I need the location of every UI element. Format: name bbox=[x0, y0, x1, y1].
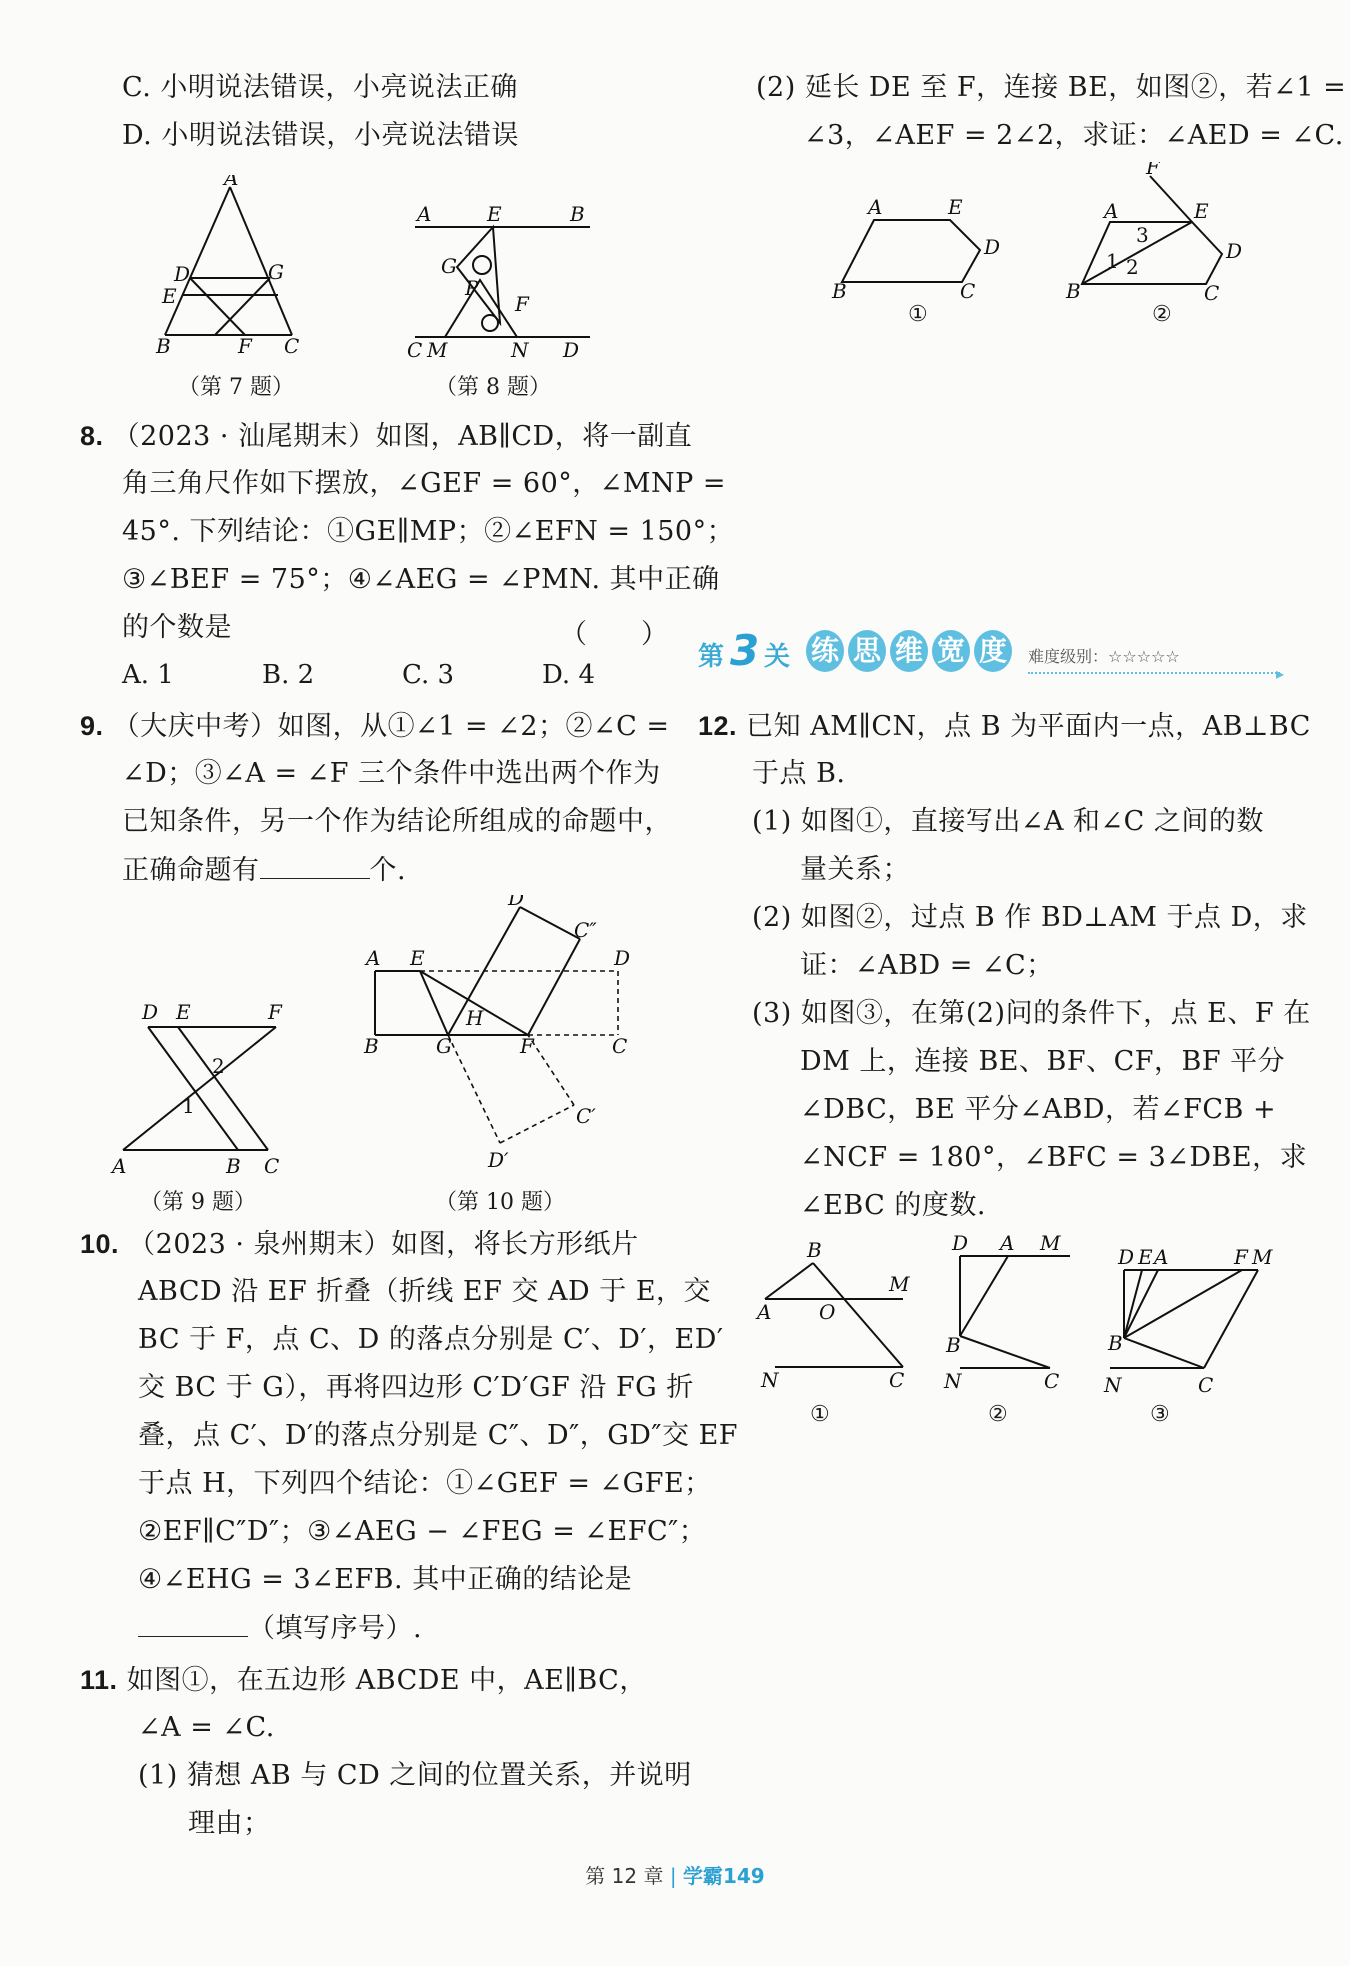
q12-line-7: (3) 如图③，在第(2)问的条件下，点 E、F 在 bbox=[752, 998, 1311, 1029]
q12-line-9: ∠DBC，BE 平分∠ABD，若∠FCB + bbox=[800, 1094, 1277, 1125]
svg-text:N: N bbox=[1104, 1373, 1122, 1397]
q10-line-1 bbox=[80, 1226, 639, 1263]
figure-7 bbox=[150, 175, 310, 374]
q12-line-5: (2) 如图②，过点 B 作 BD⊥AM 于点 D，求 bbox=[752, 902, 1308, 933]
svg-text:C: C bbox=[612, 1034, 628, 1058]
section-prefix: 第 bbox=[698, 642, 725, 672]
svg-text:E: E bbox=[162, 284, 177, 308]
footer-separator: | bbox=[669, 1864, 677, 1888]
q12-line-8: DM 上，连接 BE、BF、CF，BF 平分 bbox=[800, 1046, 1286, 1077]
svg-text:C: C bbox=[284, 334, 300, 358]
page-footer bbox=[0, 1860, 1350, 1889]
figure-11-2-label: ② bbox=[1152, 302, 1172, 327]
q11-number: 11. bbox=[80, 1665, 118, 1695]
section-suffix: 关 bbox=[764, 642, 791, 672]
q9-text-1: （大庆中考）如图，从①∠1 = ∠2；②∠C = bbox=[112, 711, 670, 742]
q11-text-1: 如图①，在五边形 ABCDE 中，AE∥BC， bbox=[126, 1665, 647, 1696]
svg-text:N: N bbox=[511, 338, 529, 362]
q12-text-1: 已知 AM∥CN，点 B 为平面内一点，AB⊥BC bbox=[746, 711, 1311, 742]
figure-9 bbox=[108, 995, 288, 1179]
svg-text:B: B bbox=[946, 1333, 961, 1357]
svg-text:A: A bbox=[1154, 1245, 1169, 1269]
svg-text:3: 3 bbox=[1136, 223, 1149, 247]
svg-text:A: A bbox=[1000, 1231, 1015, 1255]
q8-line-5: 的个数是 bbox=[122, 612, 232, 643]
svg-text:D: D bbox=[984, 235, 1001, 259]
svg-text:M: M bbox=[1252, 1245, 1273, 1269]
svg-text:E: E bbox=[948, 195, 963, 219]
svg-text:M: M bbox=[1040, 1231, 1061, 1255]
q12-line-1 bbox=[698, 708, 1311, 745]
svg-text:D: D bbox=[142, 1000, 159, 1024]
section-title-char: 思 bbox=[848, 630, 886, 672]
figure-8-caption: （第 8 题） bbox=[435, 375, 551, 400]
section-title-char: 度 bbox=[974, 630, 1012, 672]
svg-text:H: H bbox=[466, 1006, 484, 1030]
svg-text:1: 1 bbox=[182, 1094, 195, 1118]
q10-number: 10. bbox=[80, 1229, 120, 1259]
q9-answer-blank bbox=[260, 852, 370, 879]
svg-text:M: M bbox=[427, 338, 448, 362]
q10-line-6: 于点 H，下列四个结论：①∠GEF = ∠GFE； bbox=[138, 1468, 712, 1499]
q9-text-4b: 个. bbox=[369, 855, 407, 886]
svg-text:A: A bbox=[112, 1154, 127, 1175]
svg-text:A: A bbox=[417, 205, 432, 226]
svg-text:N: N bbox=[761, 1368, 779, 1392]
svg-text:F: F bbox=[515, 292, 529, 316]
q8-text-1: （2023 · 汕尾期末）如图，AB∥CD，将一副直 bbox=[112, 421, 693, 452]
q8-line-1 bbox=[80, 418, 692, 455]
svg-text:B: B bbox=[807, 1238, 822, 1262]
svg-text:B: B bbox=[570, 205, 585, 226]
q9-line-4 bbox=[122, 852, 406, 889]
svg-text:D″: D″ bbox=[508, 895, 532, 910]
svg-text:F: F bbox=[238, 334, 252, 358]
q10-line-2: ABCD 沿 EF 折叠（折线 EF 交 AD 于 E，交 bbox=[138, 1276, 712, 1307]
figure-12-1 bbox=[755, 1235, 915, 1399]
svg-text:2: 2 bbox=[1126, 255, 1139, 279]
q8-line-3: 45°. 下列结论：①GE∥MP；②∠EFN = 150°； bbox=[122, 516, 735, 547]
q12-line-6: 证：∠ABD = ∠C； bbox=[800, 950, 1054, 981]
svg-text:N: N bbox=[944, 1369, 962, 1393]
figure-8 bbox=[405, 205, 605, 374]
figure-11-1 bbox=[830, 190, 1010, 304]
svg-text:F: F bbox=[1234, 1245, 1248, 1269]
q8-line-4: ③∠BEF = 75°；④∠AEG = ∠PMN. 其中正确 bbox=[122, 564, 720, 595]
figure-12-3-label: ③ bbox=[1150, 1402, 1170, 1427]
svg-text:D: D bbox=[952, 1231, 969, 1255]
q9-number: 9. bbox=[80, 711, 104, 741]
q12-line-3: (1) 如图①，直接写出∠A 和∠C 之间的数 bbox=[752, 806, 1264, 837]
footer-chapter: 第 12 章 bbox=[585, 1864, 664, 1888]
section-title-char: 宽 bbox=[932, 630, 970, 672]
q10-text-1: （2023 · 泉州期末）如图，将长方形纸片 bbox=[128, 1229, 639, 1260]
q10-line-7: ②EF∥C″D″；③∠AEG − ∠FEG = ∠EFC″； bbox=[138, 1516, 707, 1547]
svg-text:2: 2 bbox=[212, 1054, 225, 1078]
svg-text:C″: C″ bbox=[574, 918, 597, 942]
svg-text:B: B bbox=[1066, 279, 1081, 302]
q11-part2-line-2: ∠3，∠AEF = 2∠2，求证：∠AED = ∠C. bbox=[804, 120, 1344, 151]
q10-line-3: BC 于 F，点 C、D 的落点分别是 C′、D′，ED′ bbox=[138, 1324, 724, 1355]
svg-text:1: 1 bbox=[1106, 249, 1119, 273]
figure-11-2 bbox=[1060, 162, 1260, 306]
q10-line-5: 叠，点 C′、D′的落点分别是 C″、D″，GD″交 EF bbox=[138, 1420, 739, 1451]
section-title-badge bbox=[806, 630, 1012, 672]
q8-option-a: A. 1 bbox=[122, 660, 174, 690]
svg-text:E: E bbox=[1138, 1245, 1153, 1269]
q9-line-2: ∠D；③∠A = ∠F 三个条件中选出两个作为 bbox=[122, 758, 661, 789]
q10-answer-blank bbox=[138, 1610, 248, 1637]
q11-line-3: (1) 猜想 AB 与 CD 之间的位置关系，并说明 bbox=[138, 1760, 692, 1791]
q9-text-4a: 正确命题有 bbox=[122, 855, 260, 886]
svg-text:G: G bbox=[441, 254, 457, 278]
svg-text:B: B bbox=[156, 334, 171, 358]
svg-text:G: G bbox=[436, 1034, 452, 1058]
svg-text:B: B bbox=[832, 279, 847, 300]
figure-10 bbox=[360, 895, 640, 1179]
footer-brand: 学霸 bbox=[682, 1864, 723, 1888]
q10-line-4: 交 BC 于 G），再将四边形 C′D′GF 沿 FG 折 bbox=[138, 1372, 694, 1403]
svg-text:D: D bbox=[1118, 1245, 1135, 1269]
q8-option-c: C. 3 bbox=[402, 660, 455, 690]
svg-text:C: C bbox=[1198, 1373, 1214, 1397]
q12-line-10: ∠NCF = 180°，∠BFC = 3∠DBE，求 bbox=[800, 1142, 1308, 1173]
figure-12-1-label: ① bbox=[810, 1402, 830, 1427]
svg-text:F: F bbox=[1146, 162, 1160, 179]
section-divider bbox=[1028, 672, 1280, 674]
svg-text:B: B bbox=[1108, 1331, 1123, 1355]
q7-option-d: D. 小明说法错误，小亮说法错误 bbox=[122, 120, 519, 151]
svg-text:B: B bbox=[364, 1034, 379, 1058]
svg-text:E: E bbox=[176, 1000, 191, 1024]
q8-line-2: 角三角尺作如下摆放，∠GEF = 60°，∠MNP = bbox=[122, 468, 727, 499]
q11-line-2: ∠A = ∠C. bbox=[138, 1712, 275, 1743]
section-title-char: 维 bbox=[890, 630, 928, 672]
arrow-right-icon: ▸ bbox=[1276, 664, 1285, 683]
q10-line-8: ④∠EHG = 3∠EFB. 其中正确的结论是 bbox=[138, 1564, 633, 1595]
q8-answer-paren: （ ） bbox=[560, 619, 668, 650]
q9-line-1 bbox=[80, 708, 670, 745]
figure-12-3 bbox=[1100, 1240, 1275, 1409]
svg-text:D: D bbox=[1226, 239, 1243, 263]
q10-line-9 bbox=[138, 1610, 422, 1647]
svg-text:G: G bbox=[268, 260, 284, 284]
figure-7-caption: （第 7 题） bbox=[178, 375, 294, 400]
q8-option-d: D. 4 bbox=[542, 660, 595, 690]
svg-text:E: E bbox=[487, 205, 502, 226]
svg-text:B: B bbox=[226, 1154, 241, 1175]
svg-text:C: C bbox=[1044, 1369, 1060, 1393]
q9-line-3: 已知条件，另一个作为结论所组成的命题中， bbox=[122, 806, 672, 837]
q11-part2-line-1: (2) 延长 DE 至 F，连接 BE，如图②，若∠1 = bbox=[756, 72, 1347, 103]
q10-text-9: （填写序号）. bbox=[248, 1613, 423, 1644]
section-header bbox=[698, 628, 1288, 688]
section-title-char: 练 bbox=[806, 630, 844, 672]
svg-text:A: A bbox=[757, 1300, 772, 1324]
svg-text:C: C bbox=[889, 1368, 905, 1392]
q7-option-c: C. 小明说法错误，小亮说法正确 bbox=[122, 72, 518, 103]
svg-text:F: F bbox=[520, 1034, 534, 1058]
figure-12-2 bbox=[940, 1230, 1080, 1399]
svg-text:O: O bbox=[819, 1300, 836, 1324]
svg-text:A: A bbox=[366, 946, 381, 970]
figure-12-2-label: ② bbox=[988, 1402, 1008, 1427]
footer-page-number: 149 bbox=[722, 1864, 765, 1888]
svg-text:D: D bbox=[563, 338, 580, 362]
q8-number: 8. bbox=[80, 421, 104, 451]
svg-text:C: C bbox=[1204, 281, 1220, 302]
svg-text:F: F bbox=[268, 1000, 282, 1024]
svg-text:C: C bbox=[407, 338, 423, 362]
svg-text:C′: C′ bbox=[576, 1104, 596, 1128]
svg-text:P: P bbox=[465, 276, 479, 300]
svg-text:M: M bbox=[889, 1272, 910, 1296]
q11-line-1 bbox=[80, 1662, 647, 1699]
svg-text:D′: D′ bbox=[488, 1148, 509, 1172]
q8-option-b: B. 2 bbox=[262, 660, 315, 690]
q12-number: 12. bbox=[698, 711, 738, 741]
q11-line-4: 理由； bbox=[188, 1808, 271, 1839]
svg-text:E: E bbox=[410, 946, 425, 970]
q12-line-11: ∠EBC 的度数. bbox=[800, 1190, 986, 1221]
svg-text:D: D bbox=[174, 262, 191, 286]
q12-line-2: 于点 B. bbox=[752, 758, 846, 789]
svg-text:A: A bbox=[224, 175, 239, 190]
svg-text:A: A bbox=[1104, 199, 1119, 223]
svg-text:D: D bbox=[614, 946, 631, 970]
svg-text:E: E bbox=[1194, 199, 1209, 223]
section-number: 3 bbox=[730, 626, 760, 675]
svg-text:C: C bbox=[264, 1154, 280, 1175]
figure-9-caption: （第 9 题） bbox=[140, 1190, 256, 1215]
svg-text:A: A bbox=[868, 195, 883, 219]
svg-text:C: C bbox=[960, 279, 976, 300]
q12-line-4: 量关系； bbox=[800, 854, 910, 885]
section-difficulty: 难度级别：☆☆☆☆☆ bbox=[1028, 647, 1180, 666]
figure-11-1-label: ① bbox=[908, 302, 928, 327]
figure-10-caption: （第 10 题） bbox=[435, 1190, 565, 1215]
